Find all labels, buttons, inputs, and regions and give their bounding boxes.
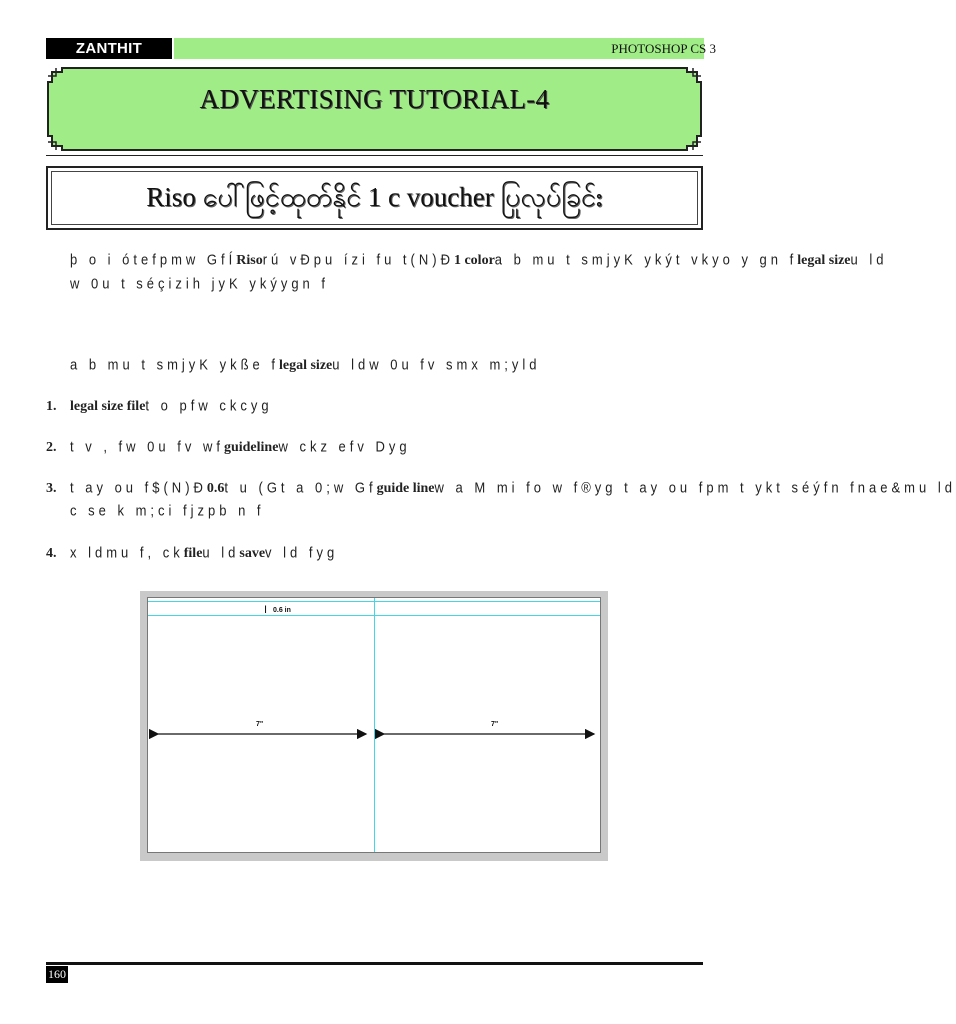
guide-figure bbox=[140, 591, 608, 861]
intro-line-2 bbox=[70, 276, 329, 293]
intro-line-1 bbox=[70, 252, 887, 269]
step-number: 4. bbox=[46, 546, 57, 561]
step-number: 3. bbox=[46, 481, 57, 496]
subtitle-text: Riso ပေါ်ဖြင့်ထုတ်နိုင် 1 c voucher ပြုလုပ်ခြင်း bbox=[146, 182, 603, 212]
step-text: t v , fw 0u fv wf bbox=[70, 437, 224, 456]
step-term: save bbox=[239, 546, 266, 561]
subtitle-box bbox=[46, 166, 703, 230]
step-text: t u (Gt a 0;w Gf bbox=[224, 478, 377, 497]
step-text: c se k m;ci fjzpb n f bbox=[70, 501, 265, 520]
step-text: w ckz efv Dyg bbox=[278, 437, 411, 456]
page-number: 160 bbox=[48, 967, 66, 981]
step-term: guide line bbox=[376, 481, 435, 496]
step-text: u ld bbox=[202, 543, 240, 562]
riso-term: Riso bbox=[236, 253, 263, 268]
step-number: 1. bbox=[46, 399, 57, 414]
step-term: 0.6 bbox=[206, 481, 225, 496]
footer-divider bbox=[46, 962, 703, 965]
step-4 bbox=[46, 545, 338, 562]
page-title: ADVERTISING TUTORIAL-4 bbox=[199, 84, 550, 114]
step-text: v ld fyg bbox=[265, 543, 339, 562]
intro-text: u ld bbox=[850, 250, 888, 269]
legal-size-term: legal size bbox=[278, 358, 333, 373]
para2-text: u ldw 0u fv smx m;yld bbox=[332, 355, 541, 374]
step-term: legal size file bbox=[70, 399, 146, 414]
right-measure-label: 7" bbox=[491, 721, 499, 728]
document-canvas bbox=[147, 597, 601, 853]
offset-label: 0.6 in bbox=[273, 607, 291, 614]
banner-divider bbox=[46, 155, 703, 156]
step-number: 2. bbox=[46, 440, 57, 455]
title-banner bbox=[46, 66, 703, 152]
para2-text: a b mu t smjyK ykße f bbox=[70, 355, 279, 374]
step-term: guideline bbox=[223, 440, 279, 455]
step-text: w a M mi fo w f®yg t ay ou fpm t ykt séýfn fnae&mu ld bbox=[434, 478, 956, 497]
step-text: t ay ou f$(N)Ð bbox=[70, 478, 207, 497]
brand-label: ZANTHIT bbox=[46, 38, 172, 59]
measure-arrows bbox=[148, 598, 600, 852]
guide-marker-icon: I bbox=[264, 604, 268, 616]
paragraph-2 bbox=[70, 357, 541, 374]
intro-text: a b mu t smjyK ykýt vkyo y gn f bbox=[494, 250, 798, 269]
color-term: 1 color bbox=[453, 253, 495, 268]
product-label: PHOTOSHOP CS 3 bbox=[611, 41, 716, 56]
step-3-line-2 bbox=[70, 503, 265, 520]
step-2 bbox=[46, 439, 411, 456]
legal-size-term: legal size bbox=[797, 253, 851, 268]
step-3 bbox=[46, 480, 956, 497]
left-measure-label: 7" bbox=[256, 721, 264, 728]
step-1 bbox=[46, 398, 273, 415]
intro-text: rú vÐpu ízi fu t(N)Ð bbox=[262, 250, 454, 269]
step-term: file bbox=[183, 546, 203, 561]
intro-text: þ o i ótefpmw GfÍ bbox=[70, 250, 237, 269]
step-text: t o pfw ckcyg bbox=[145, 396, 273, 415]
step-text: x ldmu f, ck bbox=[70, 543, 184, 562]
intro-text: w 0u t séçizih jyK ykýygn f bbox=[70, 274, 329, 293]
